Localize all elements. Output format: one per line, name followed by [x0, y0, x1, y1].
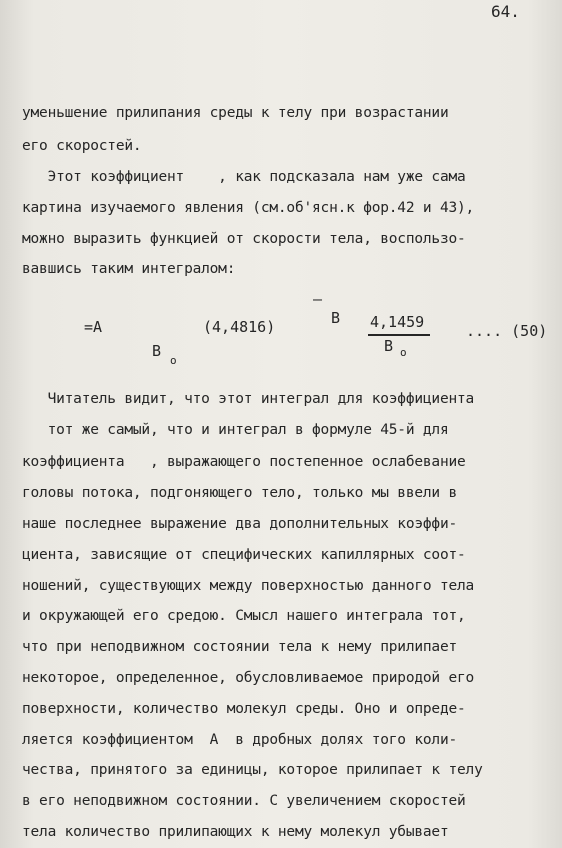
text-line: в его неподвижном состоянии. С увеличением скоростей [22, 793, 466, 809]
text-line: некоторое, определенное, обусловливаемое природой его [22, 670, 475, 686]
formula-numerator: 4,1459 [370, 313, 425, 331]
page-number: 64. [491, 2, 520, 21]
text-line: уменьшение прилипания среды к телу при возрастании [22, 105, 449, 121]
formula-exponent-bar: – [313, 290, 323, 308]
text-line: ляется коэффициентом A в дробных долях того коли- [22, 732, 458, 748]
formula-denominator: B [384, 337, 394, 355]
text-line: можно выразить функцией от скорости тела, воспользо- [22, 231, 466, 247]
text-line: наше последнее выражение два дополнительных коэффи- [22, 516, 458, 532]
text-line: и окружающей его средою. Смысл нашего интеграла тот, [22, 608, 466, 624]
formula-subscript: o [400, 346, 407, 359]
text-line: его скоростей. [22, 138, 142, 154]
text-line: коэффициента , выражающего постепенное ослабевание [22, 454, 466, 470]
text-line: вавшись таким интегралом: [22, 261, 236, 277]
text-line: Читатель видит, что этот интеграл для коэффициента [22, 391, 475, 407]
text-line: что при неподвижном состоянии тела к нему прилипает [22, 639, 458, 655]
text-line: циента, зависящие от специфических капиллярных соот- [22, 547, 466, 563]
formula-exponent-base: B [331, 309, 341, 327]
text-line: головы потока, подгоняющего тело, только мы ввели в [22, 485, 458, 501]
text-line: тела количество прилипающих к нему молекул убывает [22, 824, 449, 840]
text-line: ношений, существующих между поверхностью данного тела [22, 578, 475, 594]
text-line: поверхности, количество молекул среды. Оно и опреде- [22, 701, 466, 717]
formula-lhs: =A [84, 318, 103, 336]
text-line: чества, принятого за единицы, которое прилипает к телу [22, 762, 483, 778]
equation-number: .... (50) [466, 322, 548, 340]
text-line: Этот коэффициент , как подсказала нам уже сама [22, 169, 466, 185]
text-line: тот же самый, что и интеграл в формуле 45-й для [22, 422, 449, 438]
formula-left-subscript: o [170, 354, 177, 367]
fraction-line [368, 334, 430, 336]
formula-coefficient: (4,4816) [203, 318, 276, 336]
formula-left-base: B [152, 342, 162, 360]
text-line: картина изучаемого явления (см.об'ясн.к фор.42 и 43), [22, 200, 475, 216]
